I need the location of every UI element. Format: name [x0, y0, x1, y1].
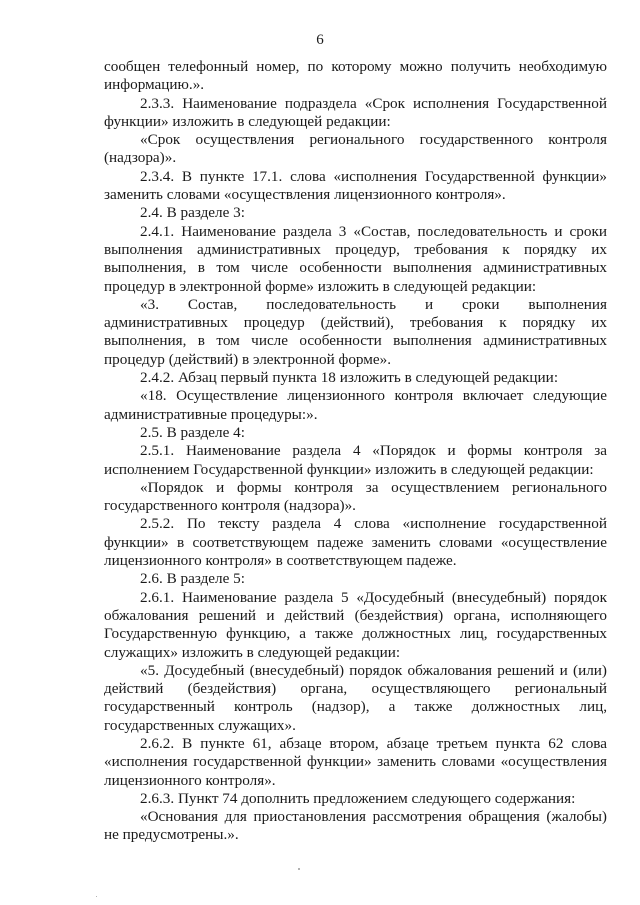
scan-speck — [298, 868, 300, 870]
paragraph-2-4: 2.4. В разделе 3: — [140, 204, 245, 222]
paragraph-2-3-4: 2.3.4. В пункте 17.1. слова «исполнения Государственной функции» заменить словами «осуществления лицензионного контроля». — [104, 167, 607, 204]
document-body — [104, 58, 607, 845]
paragraph-2-5-1: 2.5.1. Наименование раздела 4 «Порядок и формы контроля за исполнением Государственной функции» изложить в следующей редакции: — [104, 442, 607, 478]
paragraph-quote-section-5: «5. Досудебный (внесудебный) порядок обжалования решений и (или) действий (бездействия) органа, осуществляющего региональный государственный контроль (надзор), а также должностных лиц, государственных служащих». — [104, 661, 607, 734]
paragraph-2-3-3: 2.3.3. Наименование подраздела «Срок исполнения Государственной функции» изложить в следующей редакции: — [104, 94, 607, 130]
paragraph-2-4-1: 2.4.1. Наименование раздела 3 «Состав, последовательность и сроки выполнения административных процедур, требования к порядку их выполнения, в том числе особенности выполнения административных процедур в электронной форме» изложить в следующей редакции: — [104, 222, 607, 295]
paragraph-quote-term: «Срок осуществления регионального государственного контроля (надзора)». — [104, 131, 607, 167]
scan-speck — [96, 896, 97, 897]
paragraph-2-6: 2.6. В разделе 5: — [140, 570, 245, 588]
paragraph-quote-18: «18. Осуществление лицензионного контроля включает следующие административные процедуры:». — [104, 387, 607, 423]
paragraph-2-5-2: 2.5.2. По тексту раздела 4 слова «исполнение государственной функции» в соответствующем падеже заменить словами «осуществление лицензионного контроля» в соответствующем падеже. — [104, 515, 607, 570]
page-number: 6 — [316, 32, 324, 48]
paragraph-2-6-3: 2.6.3. Пункт 74 дополнить предложением следующего содержания: — [140, 789, 576, 807]
paragraph-2-5: 2.5. В разделе 4: — [140, 423, 245, 441]
paragraph-quote-section-3: «3. Состав, последовательность и сроки выполнения административных процедур (действий), требования к порядку их выполнения, в том числе особенности выполнения административных процедур (действий) в электронной форме». — [104, 295, 607, 368]
paragraph-quote-grounds: «Основания для приостановления рассмотрения обращения (жалобы) не предусмотрены.». — [104, 808, 607, 844]
paragraph-2-4-2: 2.4.2. Абзац первый пункта 18 изложить в следующей редакции: — [140, 369, 559, 387]
paragraph-quote-section-4: «Порядок и формы контроля за осуществлением регионального государственного контроля (надзора)». — [104, 478, 607, 515]
paragraph-continuation: сообщен телефонный номер, по которому можно получить необходимую информацию.». — [104, 58, 607, 94]
paragraph-2-6-1: 2.6.1. Наименование раздела 5 «Досудебный (внесудебный) порядок обжалования решений и действий (бездействия) органа, исполняющего Государственную функцию, а также должностных лиц, государственных служащих» изложить в следующей редакции: — [104, 588, 607, 661]
paragraph-2-6-2: 2.6.2. В пункте 61, абзаце втором, абзаце третьем пункта 62 слова «исполнения государственной функции» заменить словами «осуществления лицензионного контроля». — [104, 734, 607, 789]
